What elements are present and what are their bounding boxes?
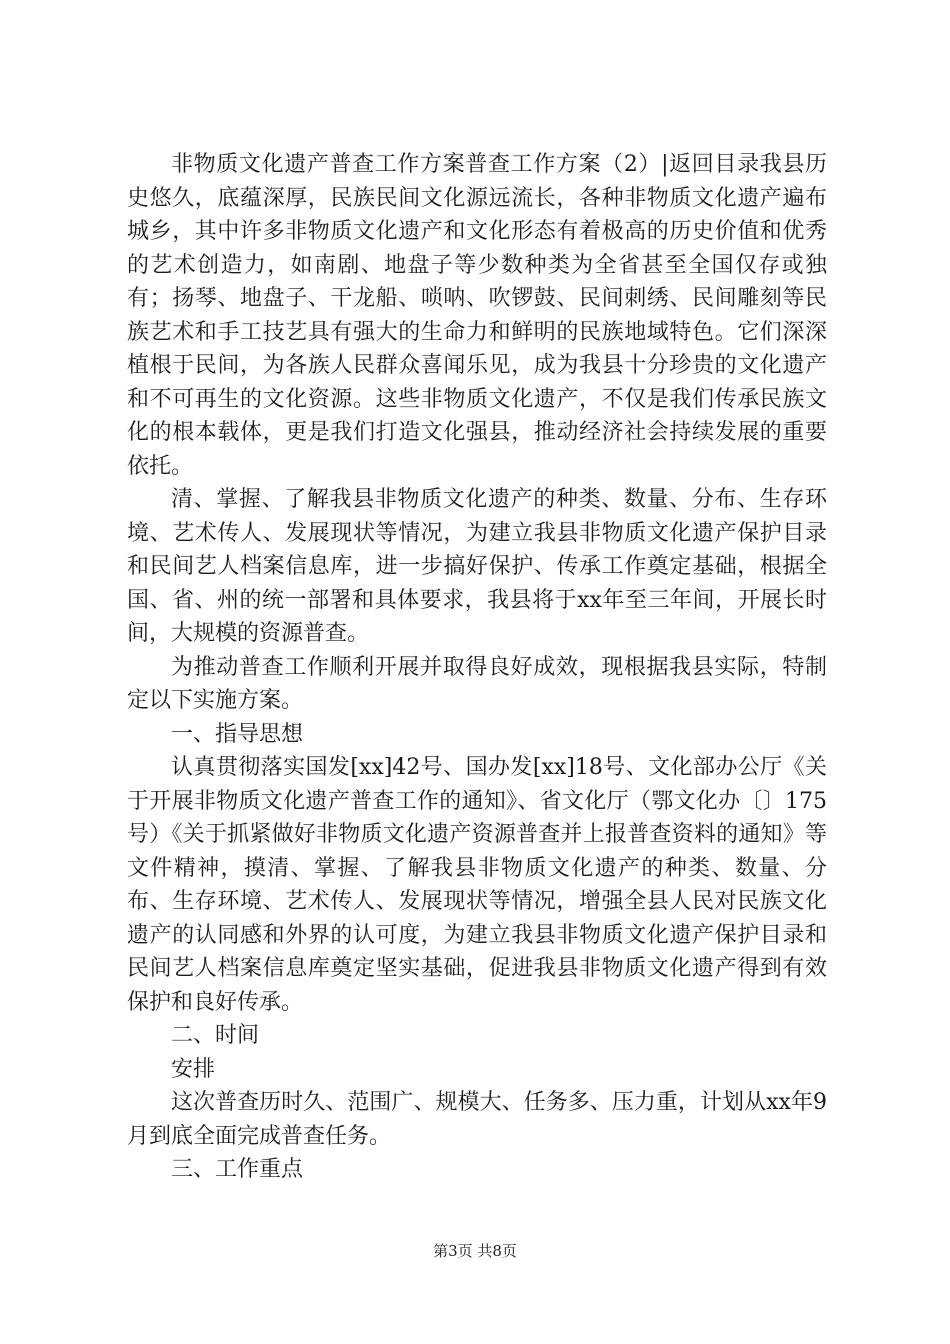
paragraph-intro: 非物质文化遗产普查工作方案普查工作方案（2）|返回目录我县历史悠久，底蕴深厚，民族民间文化源远流长，各种非物质文化遗产遍布城乡，其中许多非物质文化遗产和文化形态有着极高的历史价值和优秀的艺术创造力，如南剧、地盘子等少数种类为全省甚至全国仅存或独有；扬琴、地盘子、干龙船、唢呐、吹锣鼓、民间刺绣、民间雕刻等民族艺术和手工技艺具有强大的生命力和鲜明的民族地域特色。它们深深植根于民间，为各族人民群众喜闻乐见，成为我县十分珍贵的文化遗产和不可再生的文化资源。这些非物质文化遗产，不仅是我们传承民族文化的根本载体，更是我们打造文化强县，推动经济社会持续发展的重要依托。	[127, 152, 827, 479]
paragraph-survey-purpose: 清、掌握、了解我县非物质文化遗产的种类、数量、分布、生存环境、艺术传人、发展现状等情况，为建立我县非物质文化遗产保护目录和民间艺人档案信息库，进一步搞好保护、传承工作奠定基础，根据全国、省、州的统一部署和具体要求，我县将于xx年至三年间，开展长时间，大规模的资源普查。	[127, 487, 827, 646]
heading-arrangement: 安排	[171, 1056, 216, 1082]
document-body	[127, 148, 827, 1187]
paragraph-plan-statement: 为推动普查工作顺利开展并取得良好成效，现根据我县实际，特制定以下实施方案。	[127, 654, 827, 713]
paragraph-schedule: 这次普查历时久、范围广、规模大、任务多、压力重，计划从xx年9月到底全面完成普查任务。	[127, 1090, 827, 1149]
heading-time: 二、时间	[171, 1023, 260, 1048]
heading-guiding-ideology: 一、指导思想	[171, 721, 304, 747]
page-footer: 第3页 共8页	[433, 1242, 517, 1260]
heading-work-focus: 三、工作重点	[171, 1157, 304, 1182]
paragraph-guiding-ideology: 认真贯彻落实国发[xx]42号、国办发[xx]18号、文化部办公厅《关于开展非物质文化遗产普查工作的通知》、省文化厅（鄂文化办〔〕175号）《关于抓紧做好非物质文化遗产资源普查并上报普查资料的通知》等文件精神，摸清、掌握、了解我县非物质文化遗产的种类、数量、分布、生存环境、艺术传人、发展现状等情况，增强全县人民对民族文化遗产的认同感和外界的认可度，为建立我县非物质文化遗产保护目录和民间艺人档案信息库奠定坚实基础，促进我县非物质文化遗产得到有效保护和良好传承。	[127, 755, 827, 1015]
